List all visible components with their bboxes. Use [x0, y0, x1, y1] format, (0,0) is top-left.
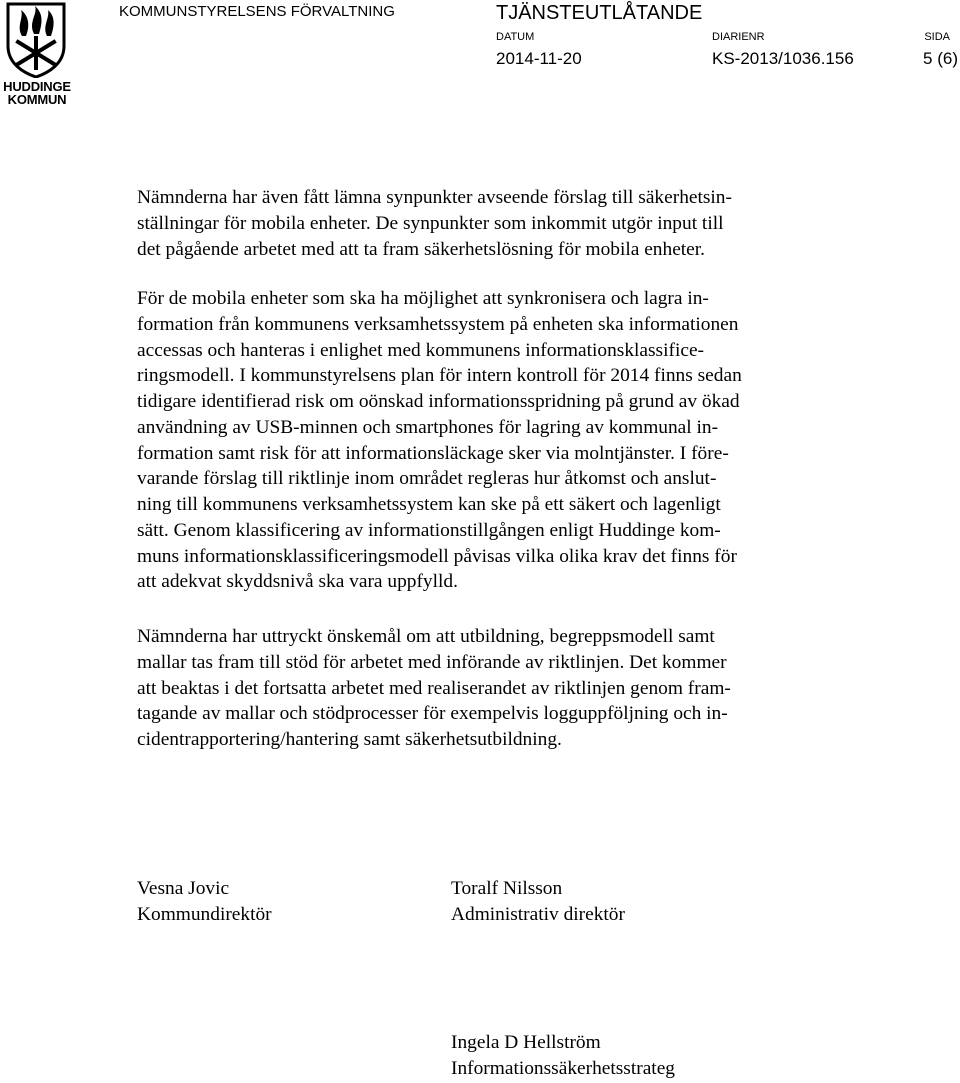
text-line: ställningar för mobila enheter. De synpunkter som inkommit utgör input till: [137, 212, 724, 234]
text-line: Nämnderna har uttryckt önskemål om att utbildning, begreppsmodell samt: [137, 626, 715, 647]
text-line: ringsmodell. I kommunstyrelsens plan för intern kontroll för 2014 finns sedan: [137, 365, 742, 387]
text-line: tidigare identifierad risk om oönskad informationsspridning på grund av ökad: [137, 391, 740, 412]
signature-block: [451, 876, 625, 928]
text-line: att adekvat skyddsnivå ska vara uppfylld.: [137, 571, 458, 593]
coat-of-arms-icon: [4, 2, 68, 78]
text-line: att beaktas i det fortsatta arbetet med realiserandet av riktlinjen genom fram-: [137, 677, 731, 699]
signature-block: [451, 1030, 675, 1082]
page-number-value: 5 (6): [923, 49, 958, 68]
municipality-logo: [0, 0, 74, 110]
date-value: 2014-11-20: [496, 49, 582, 68]
text-line: ning till kommunens verksamhetssystem kan ske på ett säkert och lagenligt: [137, 494, 721, 515]
logo-text-line2: KOMMUN: [7, 92, 67, 107]
signatory-title: Informationssäkerhetsstrateg: [451, 1058, 675, 1079]
signatory-name: Toralf Nilsson: [451, 878, 563, 899]
date-label: DATUM: [496, 31, 535, 43]
page-label: SIDA: [924, 31, 950, 43]
organization-name: KOMMUNSTYRELSENS FÖRVALTNING: [119, 3, 395, 20]
text-line: användning av USB-minnen och smartphones för lagring av kommunal in-: [137, 416, 719, 438]
paragraph-mobile-security-feedback: [137, 185, 732, 262]
paragraph-training-requests: [137, 624, 731, 753]
document-type: TJÄNSTEUTLÅTANDE: [496, 2, 703, 24]
signatory-title: Administrativ direktör: [451, 904, 625, 925]
text-line: sätt. Genom klassificering av informationstillgången enligt Huddinge kom-: [137, 519, 721, 541]
registration-number-value: KS-2013/1036.156: [712, 49, 854, 68]
text-line: tagande av mallar och stödprocesser för exempelvis logguppföljning och in-: [137, 703, 728, 725]
text-line: Nämnderna har även fått lämna synpunkter avseende förslag till säkerhetsin-: [137, 187, 732, 208]
text-line: det pågående arbetet med att ta fram säkerhetslösning för mobila enheter.: [137, 238, 706, 260]
signatory-name: Vesna Jovic: [137, 878, 230, 899]
text-line: formation samt risk för att informationsläckage sker via molntjänster. I före-: [137, 442, 729, 464]
text-line: cidentrapportering/hantering samt säkerhetsutbildning.: [137, 729, 562, 750]
logo-text-line1: HUDDINGE: [3, 79, 71, 94]
signatory-title: Kommundirektör: [137, 904, 272, 925]
text-line: mallar tas fram till stöd för arbetet med införande av riktlinjen. Det kommer: [137, 651, 727, 673]
text-line: accessas och hanteras i enlighet med kommunens informationsklassifice-: [137, 339, 705, 361]
text-line: För de mobila enheter som ska ha möjlighet att synkronisera och lagra in-: [137, 288, 709, 309]
registration-number-label: DIARIENR: [712, 31, 765, 43]
text-line: muns informationsklassificeringsmodell påvisas vilka olika krav det finns för: [137, 545, 737, 567]
signatory-name: Ingela D Hellström: [451, 1032, 601, 1053]
text-line: varande förslag till riktlinje inom området regleras hur åtkomst och anslut-: [137, 468, 717, 490]
text-line: formation från kommunens verksamhetssystem på enheten ska informationen: [137, 313, 739, 335]
paragraph-information-classification: [137, 286, 742, 595]
signature-block: [137, 876, 272, 928]
